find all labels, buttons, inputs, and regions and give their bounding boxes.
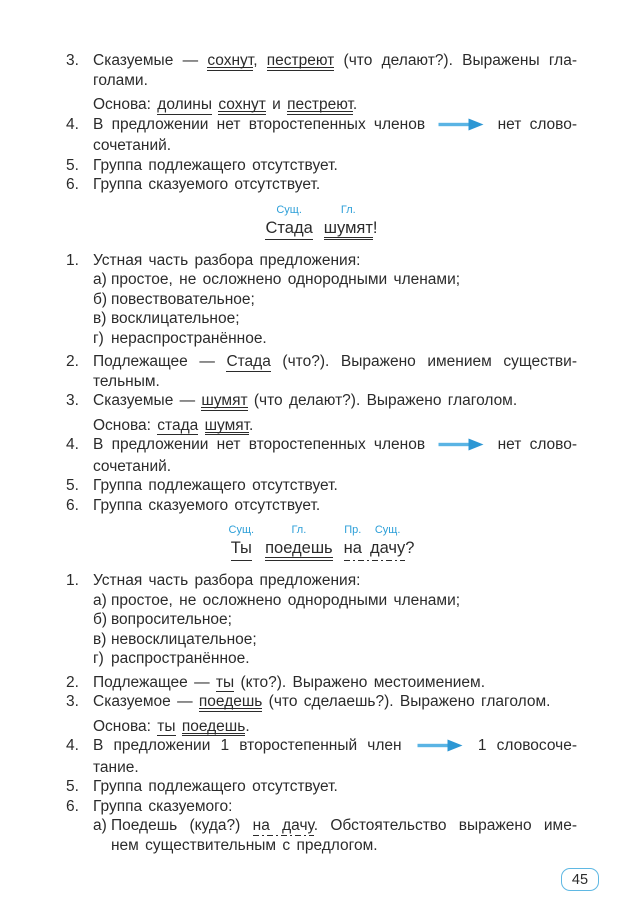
item-marker: 5. <box>66 778 79 795</box>
text-line <box>93 416 577 436</box>
paragraph <box>93 777 577 797</box>
text-line <box>93 758 577 778</box>
text-line <box>93 372 577 392</box>
plain-text: , <box>253 52 267 69</box>
plain-text: (что делают?). Выражены гла- <box>334 52 578 69</box>
paragraph <box>111 290 577 310</box>
plain-text: тельным. <box>93 372 160 390</box>
item-marker: 5. <box>66 156 79 174</box>
page-number-badge <box>561 868 599 891</box>
item-marker: 5. <box>66 477 79 494</box>
sub-item <box>66 270 577 290</box>
plain-text: восклицательное; <box>111 310 240 327</box>
plain-text: В предложении нет второстепенных членов <box>93 115 434 133</box>
item-marker: а) <box>93 817 107 834</box>
paragraph <box>111 329 577 349</box>
plain-text: простое, не осложнено однородными членами; <box>111 271 461 288</box>
plain-text: Подлежащее — <box>93 673 216 691</box>
item-marker: 3. <box>66 693 79 710</box>
text-line <box>111 610 577 630</box>
heading-word: Стада <box>265 218 312 241</box>
plain-text: Устная часть разбора предложения: <box>93 251 361 269</box>
sub-item <box>66 329 577 349</box>
plain-text: . <box>249 416 254 434</box>
paragraph <box>93 51 577 90</box>
pos-label: Сущ. <box>228 524 255 536</box>
text-line <box>111 816 577 836</box>
list-item <box>66 692 577 736</box>
list-item <box>66 571 577 591</box>
plain-text: . <box>352 96 358 113</box>
paragraph <box>93 175 577 195</box>
heading-word-stack <box>229 524 255 561</box>
paragraph <box>93 391 577 411</box>
sentence-heading <box>66 524 577 561</box>
paragraph <box>93 416 577 436</box>
plain-text: сочетаний. <box>93 457 172 475</box>
arrow-icon <box>438 117 484 137</box>
underlined-word: стада <box>157 416 199 434</box>
item-marker: 4. <box>66 737 79 754</box>
item-marker: 3. <box>66 392 79 409</box>
list-item <box>66 476 577 496</box>
list-item <box>66 736 577 777</box>
item-body <box>111 630 577 650</box>
item-marker: г) <box>93 650 104 667</box>
item-body <box>93 777 577 797</box>
plain-text: распространённое. <box>111 650 250 667</box>
paragraph <box>93 673 577 693</box>
item-marker: а) <box>93 271 107 288</box>
underlined-word: шумят <box>201 392 248 409</box>
item-body <box>93 571 577 591</box>
plain-text: невосклицательное; <box>111 630 257 648</box>
heading-word-group <box>344 524 406 561</box>
plain-text: голами. <box>93 71 148 89</box>
plain-text: и <box>265 96 288 113</box>
sub-item <box>66 630 577 650</box>
item-marker: г) <box>93 329 104 347</box>
text-line <box>93 777 577 797</box>
underlined-word: поедешь <box>198 693 263 710</box>
paragraph <box>111 591 577 611</box>
paragraph <box>93 95 577 115</box>
plain-text: нераспространённое. <box>111 329 267 347</box>
heading-word: Ты <box>231 538 252 561</box>
heading-word: поедешь <box>265 538 333 561</box>
heading-punctuation: ! <box>372 218 378 237</box>
plain-text: Сказуемое — <box>93 693 199 710</box>
text-line <box>93 115 577 137</box>
item-marker: б) <box>93 611 108 628</box>
heading-word-stack <box>265 204 312 241</box>
paragraph <box>111 649 577 669</box>
plain-text: Группа подлежащего отсутствует. <box>93 477 338 494</box>
item-marker: а) <box>93 591 107 609</box>
sub-item <box>66 649 577 669</box>
plain-text: Группа подлежащего отсутствует. <box>93 778 338 795</box>
plain-text: Группа подлежащего отсутствует. <box>93 156 338 174</box>
item-body <box>111 610 577 630</box>
paragraph <box>93 251 577 271</box>
arrow-icon <box>417 738 463 758</box>
text-line <box>93 251 577 271</box>
plain-text: Основа: <box>93 96 158 113</box>
item-body <box>93 156 577 176</box>
text-line <box>93 95 577 115</box>
underlined-word: шумят <box>204 416 250 434</box>
plain-text <box>176 718 182 735</box>
arrow-icon <box>438 437 484 457</box>
item-body <box>111 591 577 611</box>
plain-text: Сказуемые — <box>93 52 208 69</box>
plain-text: простое, не осложнено однородными членами; <box>111 591 461 609</box>
paragraph <box>93 435 577 476</box>
plain-text: Группа сказуемого отсутствует. <box>93 496 321 514</box>
heading-word: на <box>343 539 362 557</box>
underlined-word: ты <box>215 673 235 691</box>
underlined-word: Стада <box>226 353 271 370</box>
text-line <box>111 591 577 611</box>
text-line <box>111 270 577 290</box>
plain-text: Основа: <box>93 416 158 434</box>
list-item <box>66 777 577 797</box>
plain-text: повествовательное; <box>111 290 255 308</box>
underlined-word: долины <box>157 96 213 113</box>
plain-text: В предложении 1 второстепенный член <box>93 737 412 754</box>
item-body <box>93 797 577 817</box>
plain-text: . <box>245 717 250 735</box>
text-line <box>93 457 577 477</box>
item-body <box>93 673 577 693</box>
item-body <box>93 251 577 271</box>
plain-text: Группа сказуемого отсутствует. <box>93 176 321 193</box>
item-body <box>93 51 577 115</box>
text-line <box>93 435 577 457</box>
list-item <box>66 115 577 156</box>
sub-item <box>66 591 577 611</box>
item-marker: 4. <box>66 115 79 133</box>
item-body <box>93 496 577 516</box>
plain-text: Устная часть разбора предложения: <box>93 572 361 589</box>
item-body <box>93 391 577 435</box>
text-line <box>93 51 577 71</box>
paragraph <box>93 496 577 516</box>
text-line <box>93 175 577 195</box>
pos-label: Сущ. <box>276 203 302 216</box>
item-body <box>93 736 577 777</box>
item-marker: 1. <box>66 572 79 589</box>
plain-text: нет слово- <box>489 436 578 453</box>
sub-item <box>66 610 577 630</box>
underlined-word: сохнут <box>207 52 254 69</box>
paragraph <box>111 610 577 630</box>
pos-label: Сущ. <box>374 524 401 536</box>
underlined-word: на дачу <box>252 817 314 834</box>
paragraph <box>111 816 577 855</box>
page-number: 45 <box>571 871 589 888</box>
heading-punctuation: ? <box>405 539 415 557</box>
text-line <box>111 649 577 669</box>
plain-text: Основа: <box>93 717 158 735</box>
text-line <box>93 692 577 712</box>
item-marker: в) <box>93 310 107 327</box>
list-item <box>66 673 577 693</box>
item-marker: 2. <box>66 673 79 691</box>
plain-text: . Обстоятельство выражено име- <box>313 817 577 834</box>
plain-text: сочетаний. <box>93 137 172 154</box>
item-marker: 1. <box>66 251 79 269</box>
paragraph <box>111 630 577 650</box>
item-body <box>93 352 577 391</box>
sentence-heading <box>66 204 577 241</box>
underlined-word: поедешь <box>181 717 246 735</box>
item-body <box>93 692 577 736</box>
item-marker: 2. <box>66 353 79 370</box>
text-line <box>93 496 577 516</box>
plain-text: Группа сказуемого: <box>93 797 233 815</box>
paragraph <box>93 736 577 777</box>
item-marker: 4. <box>66 436 79 453</box>
list-item <box>66 175 577 195</box>
heading-word-stack <box>324 204 373 241</box>
text-line <box>111 309 577 329</box>
text-line <box>93 476 577 496</box>
text-line <box>111 630 577 650</box>
plain-text: Подлежащее — <box>93 353 227 370</box>
content <box>66 51 577 855</box>
item-body <box>93 435 577 476</box>
sub-item <box>66 816 577 855</box>
pos-label: Пр. <box>344 524 362 536</box>
item-marker: 6. <box>66 797 79 815</box>
plain-text: (кто?). Выражено местоимением. <box>234 673 486 691</box>
text-line <box>111 290 577 310</box>
item-body <box>93 476 577 496</box>
item-body <box>111 309 577 329</box>
item-marker: б) <box>93 290 108 308</box>
text-line <box>93 571 577 591</box>
paragraph <box>93 115 577 156</box>
plain-text: нет слово- <box>489 115 578 133</box>
plain-text <box>198 417 204 434</box>
item-body <box>93 175 577 195</box>
heading-word: шумят <box>324 218 373 241</box>
heading-word-stack <box>370 524 405 559</box>
plain-text: (что делают?). Выражено глаголом. <box>247 392 518 409</box>
pos-label: Гл. <box>291 524 307 536</box>
list-item <box>66 352 577 391</box>
item-marker: 6. <box>66 496 79 514</box>
item-body <box>111 649 577 669</box>
list-item <box>66 391 577 435</box>
plain-text: нем существительным с предлогом. <box>111 836 378 854</box>
item-body <box>111 270 577 290</box>
plain-text: (что сделаешь?). Выражено глаголом. <box>262 693 551 710</box>
paragraph <box>93 476 577 496</box>
paragraph <box>93 352 577 391</box>
list-item <box>66 156 577 176</box>
underlined-word: пестреют <box>287 96 353 113</box>
heading-word-stack <box>344 524 362 559</box>
text-line <box>93 136 577 156</box>
paragraph <box>93 571 577 591</box>
text-line <box>93 717 577 737</box>
text-line <box>111 836 577 856</box>
plain-text: вопросительное; <box>111 611 232 628</box>
item-marker: в) <box>93 630 107 648</box>
sub-item <box>66 290 577 310</box>
underlined-word: пестреют <box>266 52 335 69</box>
paragraph <box>93 156 577 176</box>
heading-word: дачу <box>369 539 406 557</box>
paragraph <box>93 797 577 817</box>
sub-item <box>66 309 577 329</box>
text-line <box>93 673 577 693</box>
item-body <box>111 816 577 855</box>
text-line <box>93 156 577 176</box>
paragraph <box>93 692 577 712</box>
plain-text: тание. <box>93 758 139 776</box>
plain-text: Поедешь (куда?) <box>111 817 253 834</box>
plain-text: Сказуемые — <box>93 392 202 409</box>
heading-word-stack <box>265 524 333 561</box>
item-body <box>111 290 577 310</box>
list-item <box>66 251 577 271</box>
plain-text: 1 словосоче- <box>467 737 577 754</box>
pos-label: Гл. <box>340 203 356 216</box>
paragraph <box>111 309 577 329</box>
paragraph <box>93 717 577 737</box>
list-item <box>66 51 577 115</box>
plain-text: В предложении нет второстепенных членов <box>93 436 434 453</box>
paragraph <box>111 270 577 290</box>
underlined-word: сохнут <box>218 96 266 113</box>
text-line <box>93 352 577 372</box>
text-line <box>93 71 577 91</box>
list-item <box>66 435 577 476</box>
text-line <box>111 329 577 349</box>
plain-text: (что?). Выражено имением существи- <box>270 353 577 370</box>
text-line <box>93 736 577 758</box>
text-line <box>93 797 577 817</box>
item-marker: 6. <box>66 176 79 193</box>
item-body <box>93 115 577 156</box>
item-marker: 3. <box>66 52 79 69</box>
text-line <box>93 391 577 411</box>
underlined-word: ты <box>157 717 176 735</box>
list-item <box>66 496 577 516</box>
list-item <box>66 797 577 817</box>
item-body <box>111 329 577 349</box>
